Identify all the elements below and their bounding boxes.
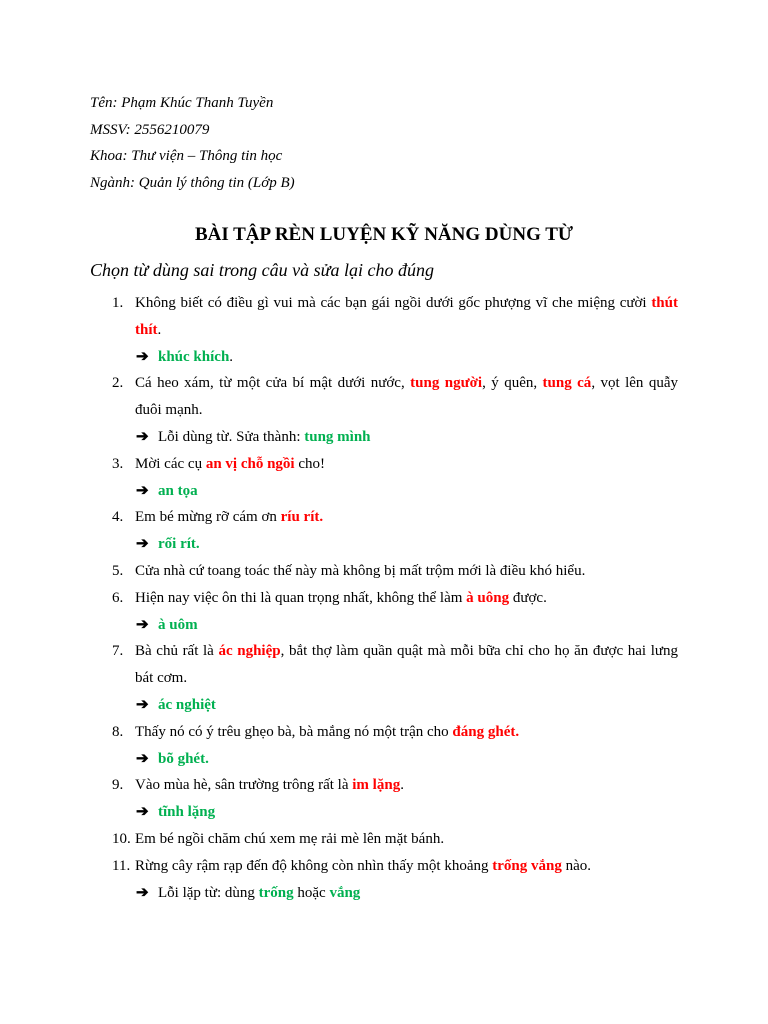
corrected-word: ác nghiệt <box>158 696 216 713</box>
item-text: Em bé mừng rỡ cám ơn ríu rít. <box>135 509 324 526</box>
list-item <box>0 638 768 665</box>
item-number: 5. <box>112 562 124 579</box>
arrow-icon: ➔ <box>136 616 149 633</box>
list-item <box>0 504 768 531</box>
item-number: 7. <box>112 643 124 660</box>
list-item <box>0 585 768 612</box>
item-number: 2. <box>112 375 124 392</box>
correction-line: ➔ Lỗi lặp từ: dùng trống hoặc vắng <box>0 880 768 907</box>
list-item <box>0 719 768 746</box>
item-number: 3. <box>112 455 124 472</box>
item-number: 6. <box>112 589 124 606</box>
list-item-continued: thít. <box>135 321 162 338</box>
correction-line <box>0 612 768 639</box>
item-text: Bà chủ rất là ác nghiệp, bắt thợ làm quần quật mà mỗi bữa chỉ cho họ ăn được hai lưng <box>135 643 678 660</box>
item-number: 8. <box>112 723 124 740</box>
wrong-word: trống vắng <box>492 857 562 874</box>
item-text: Vào mùa hè, sân trường trông rất là im lặng. <box>135 777 404 794</box>
arrow-icon: ➔ <box>136 428 149 445</box>
corrected-word: trống <box>258 884 294 901</box>
item-number: 11. <box>112 857 131 874</box>
wrong-word: thít <box>135 321 158 338</box>
student-id: MSSV: 2556210079 <box>90 121 210 138</box>
item-text: Không biết có điều gì vui mà các bạn gái ngồi dưới gốc phượng vĩ che miệng cười thút <box>135 295 678 311</box>
corrected-word: à uôm <box>158 616 198 633</box>
student-name: Tên: Phạm Khúc Thanh Tuyền <box>90 95 274 111</box>
item-number: 10. <box>112 830 131 847</box>
item-text: Cá heo xám, từ một cửa bí mật dưới nước, tung người, ý quên, tung cá, vọt lên quẫy <box>135 375 679 392</box>
page-title: BÀI TẬP RÈN LUYỆN KỸ NĂNG DÙNG TỪ <box>194 224 574 245</box>
correction-line <box>0 478 768 505</box>
corrected-word: rối rít. <box>158 536 200 553</box>
student-info <box>90 90 295 196</box>
list-item <box>0 558 768 585</box>
correction-line <box>0 531 768 558</box>
item-number: 1. <box>112 295 124 311</box>
arrow-icon: ➔ <box>136 750 149 767</box>
correction-line <box>0 692 768 719</box>
correction-line <box>0 746 768 773</box>
arrow-icon: ➔ <box>136 482 149 499</box>
list-item-continued: đuôi mạnh. <box>135 402 203 419</box>
arrow-icon: ➔ <box>136 884 149 901</box>
item-text: Thấy nó có ý trêu ghẹo bà, bà mắng nó một trận cho đáng ghét. <box>135 723 520 740</box>
corrected-word: khúc khích <box>158 348 230 365</box>
exercise-instruction: Chọn từ dùng sai trong câu và sửa lại cho đúng <box>90 260 434 280</box>
corrected-word: vắng <box>329 884 361 901</box>
wrong-word: thút <box>651 295 678 311</box>
list-item <box>0 853 768 880</box>
list-item <box>0 826 768 853</box>
wrong-word: à uông <box>466 589 510 606</box>
corrected-word: tĩnh lặng <box>158 804 216 821</box>
corrected-word: tung mình <box>304 428 371 445</box>
arrow-icon: ➔ <box>136 348 149 365</box>
list-item <box>0 451 768 478</box>
faculty: Khoa: Thư viện – Thông tin học <box>90 148 283 164</box>
wrong-word: ríu rít. <box>280 509 324 526</box>
list-item <box>0 290 768 317</box>
wrong-word: tung người <box>410 375 483 392</box>
wrong-word: im lặng <box>352 777 401 794</box>
item-number: 9. <box>112 777 124 794</box>
item-text: Rừng cây rậm rạp đến độ không còn nhìn thấy một khoảng trống vắng nào. <box>135 857 591 874</box>
wrong-word: đáng ghét. <box>452 723 520 740</box>
list-item <box>0 772 768 799</box>
item-number: 4. <box>112 509 124 526</box>
corrected-word: bõ ghét. <box>158 750 209 767</box>
exercise-list <box>0 290 768 906</box>
wrong-word: an vị chỗ ngồi <box>205 455 295 472</box>
correction-line <box>0 799 768 826</box>
arrow-icon: ➔ <box>136 804 149 821</box>
item-text: Hiện nay việc ôn thi là quan trọng nhất, không thể làm à uông được. <box>135 589 547 606</box>
corrected-word: an tọa <box>158 482 198 499</box>
arrow-icon: ➔ <box>136 536 149 553</box>
item-text: Cửa nhà cứ toang toác thế này mà không bị mất trộm mới là điều khó hiểu. <box>135 562 586 579</box>
arrow-icon: ➔ <box>136 696 149 713</box>
correction-line: ➔ Lỗi dùng từ. Sửa thành: tung mình <box>0 424 768 451</box>
list-item <box>0 370 768 397</box>
item-text: Em bé ngồi chăm chú xem mẹ rải mè lên mặt bánh. <box>135 830 445 847</box>
list-item-continued: bát cơm. <box>135 670 188 687</box>
item-text: Mời các cụ an vị chỗ ngồi cho! <box>135 455 326 472</box>
wrong-word: ác nghiệp <box>218 643 281 660</box>
wrong-word: tung cá <box>542 375 592 392</box>
correction-line: ➔ khúc khích. <box>0 344 768 371</box>
major: Ngành: Quản lý thông tin (Lớp B) <box>90 174 295 191</box>
